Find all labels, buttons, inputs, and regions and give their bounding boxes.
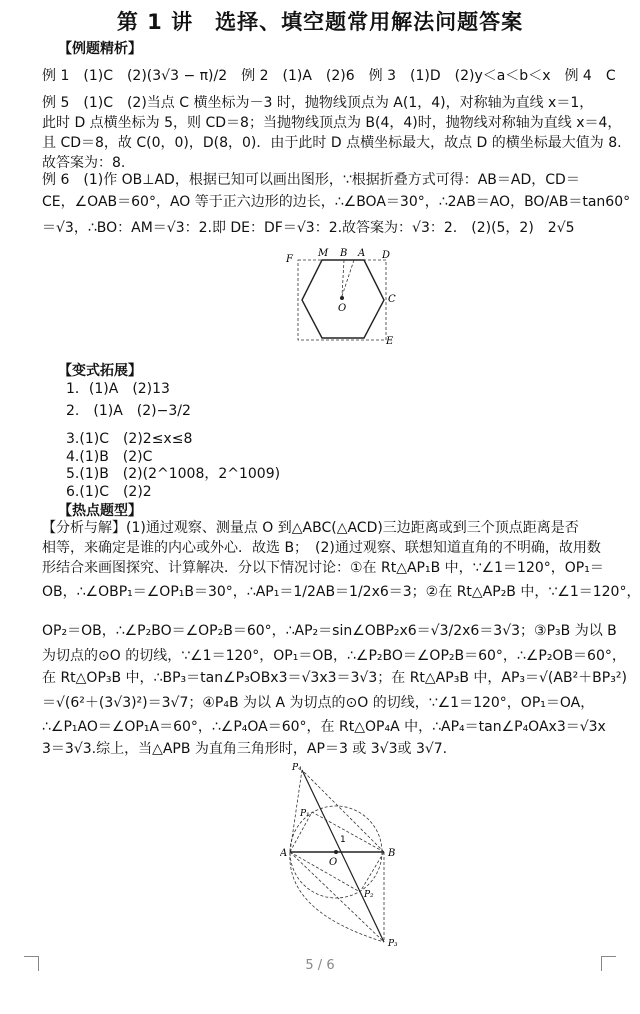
text-line: OB，∴∠OBP₁＝∠OP₁B＝30°，∴AP₁＝1/2AB＝1/2x6＝3；②在 Rt△AP₂B 中，∵∠1＝120°， bbox=[42, 584, 640, 600]
text-line: 形结合来画图探究、计算解决．分以下情况讨论：①在 Rt△AP₁B 中，∵∠1＝120°，OP₁＝ bbox=[42, 560, 604, 576]
list-item: 3.(1)C (2)2≤x≤8 bbox=[66, 431, 193, 447]
text-line: ＝√3，∴BO：AM＝√3：2.即 DE：DF＝√3：2.故答案为：√3：2. (2)(5，2) 2√5 bbox=[42, 220, 575, 236]
circle-tangent-figure bbox=[280, 762, 412, 952]
fig1-label-A: A bbox=[358, 248, 366, 259]
text-line: 例 5 (1)C (2)当点 C 横坐标为－3 时，抛物线顶点为 A(1，4)，对称轴为直线 x＝1， bbox=[42, 95, 594, 111]
list-item: 4.(1)B (2)C bbox=[66, 449, 153, 465]
text-line: OP₂＝OB，∴∠P₂BO＝∠OP₂B＝60°，∴AP₂＝sin∠OBP₂x6＝√3/2x6＝3√3；③P₃B 为以 B bbox=[42, 623, 617, 639]
fig1-label-M: M bbox=[318, 248, 329, 259]
list-item: 5.(1)B (2)(2^1008，2^1009) bbox=[66, 466, 281, 482]
text-line: 且 CD＝8，故 C(0，0)，D(8，0)．由于此时 D 点横坐标最大，故点 D 的横坐标最大值为 8. bbox=[42, 135, 622, 151]
fig2-label-O: O bbox=[329, 857, 338, 868]
fig1-label-O: O bbox=[338, 303, 347, 314]
text-line: CE，∠OAB＝60°，AO 等于正六边形的边长，∴∠BOA＝30°，∴2AB＝AO，BO/AB＝tan60° bbox=[42, 194, 631, 210]
fig1-label-E: E bbox=[386, 336, 394, 347]
text-line: 此时 D 点横坐标为 5，则 CD＝8；当抛物线顶点为 B(4，4)时，抛物线对称轴为直线 x＝4， bbox=[42, 115, 622, 131]
text-line: 例 1 (1)C (2)(3√3 − π)/2 例 2 (1)A (2)6 例 3 (1)D (2)y＜a＜b＜x 例 4 C bbox=[42, 68, 616, 84]
fig2-label-P4: P₄ bbox=[292, 763, 302, 773]
page-title: 第 1 讲 选择、填空题常用解法问题答案 bbox=[116, 10, 524, 34]
text-line: ＝√(6²＋(3√3)²)＝3√7；④P₄B 为以 A 为切点的⊙O 的切线，∵∠1＝120°，OP₁＝OA， bbox=[42, 695, 595, 711]
hexagon-figure bbox=[282, 248, 402, 348]
text-line: 3＝3√3.综上，当△APB 为直角三角形时，AP＝3 或 3√3或 3√7. bbox=[42, 741, 448, 757]
fig2-label-P3: P₃ bbox=[388, 939, 398, 949]
crop-mark bbox=[601, 956, 616, 971]
fig2-label-P1: P₁ bbox=[300, 809, 310, 819]
section-heading-hot-topics: 【热点题型】 bbox=[58, 503, 142, 519]
list-item: 1．(1)A (2)13 bbox=[66, 381, 170, 397]
fig2-label-P2: P₂ bbox=[364, 890, 374, 900]
fig2-label-B: B bbox=[388, 848, 396, 859]
text-line: ∴∠P₁AO＝∠OP₁A＝60°，∴∠P₄OA＝60°，在 Rt△OP₄A 中，∴AP₄＝tan∠P₄OAx3＝√3x bbox=[42, 719, 606, 735]
list-item: 6.(1)C (2)2 bbox=[66, 484, 152, 500]
text-line: 相等，来确定是谁的内心或外心．故选 B； (2)通过观察、联想知道直角的不明确，故用数 bbox=[42, 540, 601, 556]
text-line: 【分析与解】(1)通过观察、测量点 O 到△ABC(△ACD)三边距离或到三个顶点距离是否 bbox=[42, 520, 579, 536]
fig1-label-D: D bbox=[382, 250, 391, 261]
section-heading-examples: 【例题精析】 bbox=[58, 41, 142, 57]
fig1-label-C: C bbox=[388, 294, 396, 305]
crop-mark bbox=[24, 956, 39, 971]
page-number: 5 / 6 bbox=[305, 958, 335, 973]
section-heading-extensions: 【变式拓展】 bbox=[58, 363, 142, 379]
text-line: 为切点的⊙O 的切线，∵∠1＝120°，OP₁＝OB，∴∠P₂BO＝∠OP₂B＝60°，∴∠P₂OB＝60°， bbox=[42, 648, 626, 664]
fig2-label-angle-1: 1 bbox=[340, 835, 346, 845]
fig2-label-A: A bbox=[280, 848, 288, 859]
fig1-label-F: F bbox=[286, 254, 293, 265]
text-line: 在 Rt△OP₃B 中，∴BP₃＝tan∠P₃OBx3＝√3x3＝3√3；在 Rt△AP₃B 中，AP₃＝√(AB²＋BP₃²) bbox=[42, 670, 627, 686]
list-item: 2. (1)A (2)−3/2 bbox=[66, 403, 191, 419]
text-line: 故答案为：8. bbox=[42, 155, 126, 171]
text-line: 例 6 (1)作 OB⊥AD，根据已知可以画出图形，∵根据折叠方式可得：AB＝AD，CD＝ bbox=[42, 172, 580, 188]
fig1-label-B: B bbox=[340, 248, 348, 259]
